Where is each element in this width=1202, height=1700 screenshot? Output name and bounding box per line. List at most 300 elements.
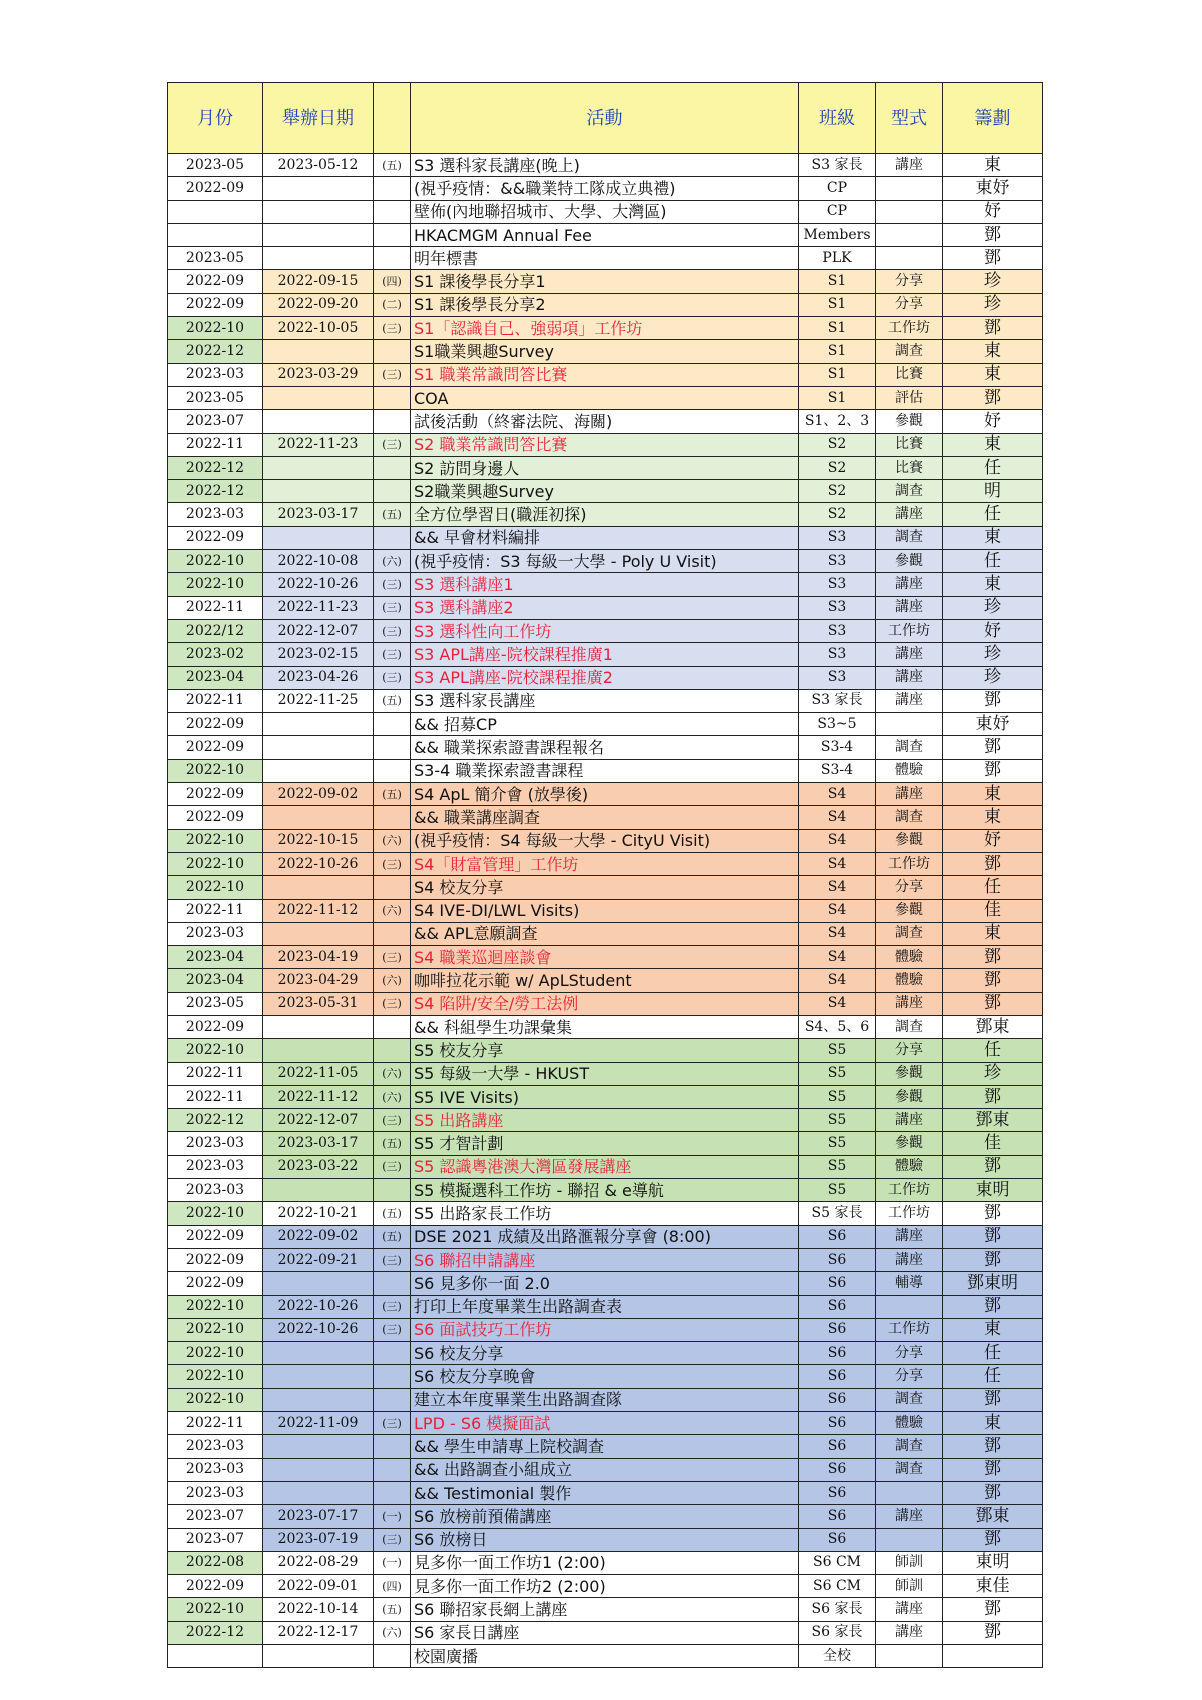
table-row — [168, 526, 1043, 549]
cell-format: 參觀 — [876, 899, 943, 922]
cell-month: 2023-03 — [168, 1155, 263, 1178]
cell-format: 講座 — [876, 503, 943, 526]
cell-date: 2023-03-29 — [263, 363, 374, 386]
cell-date — [263, 713, 374, 736]
cell-format: 師訓 — [876, 1575, 943, 1598]
cell-class: S6 — [799, 1458, 876, 1481]
cell-organizer: 鄧 — [943, 1528, 1043, 1551]
cell-class: S3 — [799, 596, 876, 619]
cell-class: S6 — [799, 1435, 876, 1458]
cell-class: S6 — [799, 1388, 876, 1411]
cell-organizer: 鄧 — [943, 223, 1043, 246]
cell-date: 2022-11-23 — [263, 596, 374, 619]
cell-format: 調查 — [876, 1015, 943, 1038]
cell-activity: S1 職業常識問答比賽 — [411, 363, 799, 386]
cell-format: 調查 — [876, 340, 943, 363]
cell-class: S6 — [799, 1481, 876, 1504]
table-row — [168, 1528, 1043, 1551]
cell-activity: S5 模擬選科工作坊 - 聯招 & e導航 — [411, 1179, 799, 1202]
cell-activity: S5 出路講座 — [411, 1109, 799, 1132]
cell-month: 2023-03 — [168, 922, 263, 945]
cell-format: 比賽 — [876, 456, 943, 479]
cell-activity: S3 選科性向工作坊 — [411, 619, 799, 642]
cell-activity: S6 聯招家長網上講座 — [411, 1598, 799, 1621]
cell-class: S6 CM — [799, 1575, 876, 1598]
cell-class: S6 — [799, 1295, 876, 1318]
header-weekday — [374, 83, 411, 154]
table-row — [168, 1342, 1043, 1365]
cell-class: S4 — [799, 783, 876, 806]
table-row — [168, 1202, 1043, 1225]
cell-organizer: 東妤 — [943, 713, 1043, 736]
cell-class: S4 — [799, 922, 876, 945]
cell-activity: S2職業興趣Survey — [411, 480, 799, 503]
cell-weekday — [374, 759, 411, 782]
cell-format — [876, 1295, 943, 1318]
cell-activity: 見多你一面工作坊2 (2:00) — [411, 1575, 799, 1598]
cell-weekday: (三) — [374, 596, 411, 619]
cell-organizer: 東 — [943, 433, 1043, 456]
cell-activity: 打印上年度畢業生出路調查表 — [411, 1295, 799, 1318]
cell-organizer: 鄧 — [943, 386, 1043, 409]
cell-date: 2023-04-29 — [263, 969, 374, 992]
cell-organizer: 鄧 — [943, 1388, 1043, 1411]
cell-date: 2022-10-26 — [263, 573, 374, 596]
cell-format: 講座 — [876, 783, 943, 806]
cell-organizer: 鄧 — [943, 1458, 1043, 1481]
cell-format — [876, 200, 943, 223]
table-row — [168, 503, 1043, 526]
cell-organizer: 鄧 — [943, 946, 1043, 969]
cell-organizer: 任 — [943, 503, 1043, 526]
cell-date: 2022-12-17 — [263, 1621, 374, 1644]
cell-class: S6 家長 — [799, 1621, 876, 1644]
cell-organizer: 珍 — [943, 1062, 1043, 1085]
cell-weekday — [374, 410, 411, 433]
cell-organizer: 鄧 — [943, 1621, 1043, 1644]
cell-activity: && APL意願調查 — [411, 922, 799, 945]
header-date: 舉辦日期 — [263, 83, 374, 154]
cell-date: 2023-07-19 — [263, 1528, 374, 1551]
cell-activity: S1職業興趣Survey — [411, 340, 799, 363]
cell-weekday — [374, 177, 411, 200]
cell-month: 2022-09 — [168, 1248, 263, 1271]
cell-weekday: (五) — [374, 1202, 411, 1225]
table-row — [168, 876, 1043, 899]
cell-organizer: 珍 — [943, 270, 1043, 293]
cell-class: S5 家長 — [799, 1202, 876, 1225]
cell-format: 工作坊 — [876, 317, 943, 340]
table-row — [168, 1295, 1043, 1318]
cell-month: 2022-11 — [168, 1062, 263, 1085]
cell-month: 2023-03 — [168, 1179, 263, 1202]
cell-date — [263, 177, 374, 200]
cell-organizer: 珍 — [943, 293, 1043, 316]
cell-activity: DSE 2021 成績及出路滙報分享會 (8:00) — [411, 1225, 799, 1248]
cell-format: 參觀 — [876, 550, 943, 573]
cell-date: 2022-11-09 — [263, 1412, 374, 1435]
activity-table — [167, 82, 1043, 1668]
cell-organizer: 鄧 — [943, 1085, 1043, 1108]
cell-month: 2023-03 — [168, 1481, 263, 1504]
cell-weekday: (三) — [374, 433, 411, 456]
cell-format: 輔導 — [876, 1272, 943, 1295]
cell-date: 2022-11-12 — [263, 899, 374, 922]
cell-activity: && 職業講座調查 — [411, 806, 799, 829]
cell-class: S5 — [799, 1179, 876, 1202]
cell-activity: S4 校友分享 — [411, 876, 799, 899]
table-row — [168, 1248, 1043, 1271]
cell-organizer: 妤 — [943, 200, 1043, 223]
table-row — [168, 922, 1043, 945]
cell-organizer: 珍 — [943, 666, 1043, 689]
cell-weekday: (六) — [374, 969, 411, 992]
cell-month: 2023-04 — [168, 969, 263, 992]
cell-organizer: 鄧 — [943, 1295, 1043, 1318]
table-row — [168, 480, 1043, 503]
cell-organizer: 鄧 — [943, 689, 1043, 712]
cell-format: 分享 — [876, 1365, 943, 1388]
cell-month: 2023-05 — [168, 386, 263, 409]
cell-weekday: (五) — [374, 1225, 411, 1248]
cell-weekday — [374, 1458, 411, 1481]
cell-date: 2023-03-22 — [263, 1155, 374, 1178]
cell-date — [263, 1039, 374, 1062]
cell-month — [168, 1645, 263, 1668]
cell-class: S4 — [799, 876, 876, 899]
cell-format: 工作坊 — [876, 619, 943, 642]
cell-format: 調查 — [876, 1458, 943, 1481]
cell-month: 2022-10 — [168, 1388, 263, 1411]
cell-class: S4 — [799, 852, 876, 875]
table-row — [168, 1225, 1043, 1248]
cell-month: 2022-12 — [168, 456, 263, 479]
cell-activity: S4 職業巡迴座談會 — [411, 946, 799, 969]
cell-class: S3~5 — [799, 713, 876, 736]
cell-activity: S6 家長日講座 — [411, 1621, 799, 1644]
cell-month: 2022-10 — [168, 1318, 263, 1341]
cell-organizer: 鄧 — [943, 317, 1043, 340]
cell-format: 講座 — [876, 154, 943, 177]
cell-class: Members — [799, 223, 876, 246]
cell-activity: (視乎疫情：&&職業特工隊成立典禮) — [411, 177, 799, 200]
table-row — [168, 1435, 1043, 1458]
table-row — [168, 783, 1043, 806]
cell-class: S1 — [799, 270, 876, 293]
cell-class: S6 — [799, 1342, 876, 1365]
cell-activity: 試後活動（終審法院、海關) — [411, 410, 799, 433]
cell-weekday: (三) — [374, 317, 411, 340]
table-row — [168, 247, 1043, 270]
cell-weekday — [374, 200, 411, 223]
cell-format: 體驗 — [876, 969, 943, 992]
cell-organizer: 鄧 — [943, 1481, 1043, 1504]
cell-format — [876, 223, 943, 246]
cell-weekday — [374, 1435, 411, 1458]
cell-date: 2022-12-07 — [263, 1109, 374, 1132]
cell-format: 調查 — [876, 1435, 943, 1458]
cell-format: 工作坊 — [876, 1318, 943, 1341]
cell-organizer: 鄧 — [943, 736, 1043, 759]
cell-activity: S6 聯招申請講座 — [411, 1248, 799, 1271]
cell-organizer: 鄧 — [943, 1225, 1043, 1248]
cell-date: 2022-10-15 — [263, 829, 374, 852]
cell-activity: && 學生申請專上院校調查 — [411, 1435, 799, 1458]
cell-activity: S4「財富管理」工作坊 — [411, 852, 799, 875]
table-row — [168, 1621, 1043, 1644]
cell-activity: S4 IVE-DI/LWL Visits) — [411, 899, 799, 922]
cell-format: 講座 — [876, 689, 943, 712]
cell-date: 2022-09-01 — [263, 1575, 374, 1598]
cell-format: 調查 — [876, 480, 943, 503]
cell-month — [168, 200, 263, 223]
cell-format: 講座 — [876, 1621, 943, 1644]
table-row — [168, 1318, 1043, 1341]
table-row — [168, 1388, 1043, 1411]
cell-format: 講座 — [876, 643, 943, 666]
table-row — [168, 969, 1043, 992]
cell-class: S2 — [799, 456, 876, 479]
cell-activity: S2 訪問身邊人 — [411, 456, 799, 479]
cell-weekday: (六) — [374, 829, 411, 852]
cell-format: 講座 — [876, 1109, 943, 1132]
cell-organizer: 東 — [943, 340, 1043, 363]
table-row — [168, 410, 1043, 433]
cell-activity: S6 放榜前預備講座 — [411, 1505, 799, 1528]
cell-organizer: 任 — [943, 1342, 1043, 1365]
cell-date — [263, 1272, 374, 1295]
cell-month: 2022-12 — [168, 1621, 263, 1644]
cell-month: 2022-11 — [168, 1412, 263, 1435]
cell-class: 全校 — [799, 1645, 876, 1668]
cell-date — [263, 1458, 374, 1481]
cell-format: 講座 — [876, 573, 943, 596]
cell-activity: LPD - S6 模擬面試 — [411, 1412, 799, 1435]
cell-month: 2022-10 — [168, 829, 263, 852]
cell-format: 參觀 — [876, 1085, 943, 1108]
cell-class: S3 — [799, 643, 876, 666]
cell-weekday — [374, 223, 411, 246]
cell-class: S5 — [799, 1109, 876, 1132]
cell-class: S5 — [799, 1039, 876, 1062]
cell-month: 2022-09 — [168, 806, 263, 829]
cell-month: 2022-10 — [168, 759, 263, 782]
cell-date — [263, 1435, 374, 1458]
cell-date — [263, 1365, 374, 1388]
table-row — [168, 852, 1043, 875]
cell-date — [263, 223, 374, 246]
cell-format: 分享 — [876, 270, 943, 293]
table-row — [168, 829, 1043, 852]
cell-class: S3 — [799, 550, 876, 573]
cell-format: 講座 — [876, 1598, 943, 1621]
cell-weekday: (三) — [374, 1248, 411, 1271]
cell-organizer: 東 — [943, 806, 1043, 829]
cell-format — [876, 247, 943, 270]
table-row — [168, 200, 1043, 223]
cell-date — [263, 759, 374, 782]
cell-weekday: (三) — [374, 852, 411, 875]
header-row — [168, 83, 1043, 154]
table-row — [168, 899, 1043, 922]
cell-date: 2023-03-17 — [263, 1132, 374, 1155]
cell-activity: 明年標書 — [411, 247, 799, 270]
cell-format: 講座 — [876, 596, 943, 619]
cell-weekday — [374, 1342, 411, 1365]
table-row — [168, 596, 1043, 619]
table-row — [168, 736, 1043, 759]
cell-weekday: (五) — [374, 1598, 411, 1621]
table-row — [168, 1412, 1043, 1435]
cell-organizer: 鄧 — [943, 1248, 1043, 1271]
cell-organizer: 鄧東 — [943, 1505, 1043, 1528]
cell-month: 2022-11 — [168, 689, 263, 712]
table-row — [168, 550, 1043, 573]
cell-activity: && 招募CP — [411, 713, 799, 736]
cell-class: S5 — [799, 1155, 876, 1178]
cell-weekday: (三) — [374, 1318, 411, 1341]
cell-activity: S6 校友分享晚會 — [411, 1365, 799, 1388]
table-row — [168, 223, 1043, 246]
cell-activity: S6 校友分享 — [411, 1342, 799, 1365]
cell-month: 2022-09 — [168, 293, 263, 316]
cell-date: 2022-08-29 — [263, 1551, 374, 1574]
table-row — [168, 619, 1043, 642]
table-row — [168, 340, 1043, 363]
cell-format: 調查 — [876, 922, 943, 945]
table-row — [168, 177, 1043, 200]
cell-class: S1 — [799, 386, 876, 409]
cell-date: 2022-12-07 — [263, 619, 374, 642]
cell-weekday — [374, 1272, 411, 1295]
table-row — [168, 363, 1043, 386]
cell-class: CP — [799, 177, 876, 200]
cell-month: 2023-07 — [168, 1528, 263, 1551]
cell-month: 2022-10 — [168, 1365, 263, 1388]
cell-weekday — [374, 526, 411, 549]
cell-format — [876, 713, 943, 736]
cell-activity: S2 職業常識問答比賽 — [411, 433, 799, 456]
cell-activity: 全方位學習日(職涯初探) — [411, 503, 799, 526]
cell-date: 2022-11-05 — [263, 1062, 374, 1085]
cell-class: S2 — [799, 480, 876, 503]
cell-activity: && 科組學生功課彙集 — [411, 1015, 799, 1038]
table-row — [168, 573, 1043, 596]
cell-class: S3 — [799, 526, 876, 549]
cell-date — [263, 1481, 374, 1504]
cell-organizer: 妤 — [943, 619, 1043, 642]
cell-weekday — [374, 1481, 411, 1504]
table-row — [168, 1481, 1043, 1504]
cell-activity: 校園廣播 — [411, 1645, 799, 1668]
cell-class: PLK — [799, 247, 876, 270]
cell-format: 工作坊 — [876, 1202, 943, 1225]
cell-date — [263, 456, 374, 479]
cell-format: 講座 — [876, 1248, 943, 1271]
cell-format: 師訓 — [876, 1551, 943, 1574]
cell-date: 2022-10-26 — [263, 1295, 374, 1318]
cell-activity: S6 見多你一面 2.0 — [411, 1272, 799, 1295]
cell-format: 體驗 — [876, 946, 943, 969]
cell-weekday: (六) — [374, 550, 411, 573]
cell-month: 2022-09 — [168, 736, 263, 759]
cell-format: 參觀 — [876, 1132, 943, 1155]
cell-date — [263, 247, 374, 270]
cell-month: 2022-09 — [168, 526, 263, 549]
cell-month: 2023-03 — [168, 503, 263, 526]
cell-class: S3 家長 — [799, 689, 876, 712]
cell-class: S6 — [799, 1505, 876, 1528]
cell-month: 2022-10 — [168, 1598, 263, 1621]
cell-organizer: 鄧 — [943, 992, 1043, 1015]
cell-date: 2022-11-12 — [263, 1085, 374, 1108]
cell-month: 2022-11 — [168, 899, 263, 922]
cell-organizer: 鄧東明 — [943, 1272, 1043, 1295]
cell-organizer: 妤 — [943, 410, 1043, 433]
cell-month: 2023-02 — [168, 643, 263, 666]
cell-date: 2022-10-08 — [263, 550, 374, 573]
cell-weekday — [374, 736, 411, 759]
cell-class: S1、2、3 — [799, 410, 876, 433]
cell-format: 體驗 — [876, 1155, 943, 1178]
table-row — [168, 1179, 1043, 1202]
cell-date: 2023-04-26 — [263, 666, 374, 689]
cell-format: 講座 — [876, 1225, 943, 1248]
cell-weekday: (五) — [374, 783, 411, 806]
cell-class: S1 — [799, 363, 876, 386]
cell-weekday — [374, 876, 411, 899]
cell-activity: S3 選科講座2 — [411, 596, 799, 619]
cell-weekday — [374, 1015, 411, 1038]
cell-activity: && 出路調查小組成立 — [411, 1458, 799, 1481]
cell-activity: S3 選科講座1 — [411, 573, 799, 596]
table-row — [168, 1365, 1043, 1388]
cell-organizer: 東 — [943, 363, 1043, 386]
header-activity: 活動 — [411, 83, 799, 154]
cell-class: S3 — [799, 619, 876, 642]
cell-format: 評估 — [876, 386, 943, 409]
cell-date — [263, 526, 374, 549]
table-row — [168, 1598, 1043, 1621]
cell-activity: S5 IVE Visits) — [411, 1085, 799, 1108]
cell-activity: S5 出路家長工作坊 — [411, 1202, 799, 1225]
table-body — [168, 154, 1043, 1668]
cell-month: 2022-09 — [168, 783, 263, 806]
cell-class: S4 — [799, 946, 876, 969]
table-row — [168, 1505, 1043, 1528]
cell-format: 講座 — [876, 992, 943, 1015]
cell-date — [263, 876, 374, 899]
cell-organizer: 鄧東 — [943, 1109, 1043, 1132]
cell-weekday: (三) — [374, 666, 411, 689]
header-format: 型式 — [876, 83, 943, 154]
cell-format — [876, 1645, 943, 1668]
cell-format: 分享 — [876, 876, 943, 899]
cell-activity: S1 課後學長分享1 — [411, 270, 799, 293]
cell-weekday: (一) — [374, 1505, 411, 1528]
cell-month — [168, 223, 263, 246]
cell-organizer: 東 — [943, 526, 1043, 549]
cell-class: S3-4 — [799, 759, 876, 782]
cell-weekday: (三) — [374, 1109, 411, 1132]
table-row — [168, 1551, 1043, 1574]
cell-organizer: 東明 — [943, 1179, 1043, 1202]
cell-weekday — [374, 247, 411, 270]
cell-date — [263, 1342, 374, 1365]
cell-organizer: 鄧 — [943, 969, 1043, 992]
cell-date: 2023-07-17 — [263, 1505, 374, 1528]
cell-weekday: (四) — [374, 270, 411, 293]
